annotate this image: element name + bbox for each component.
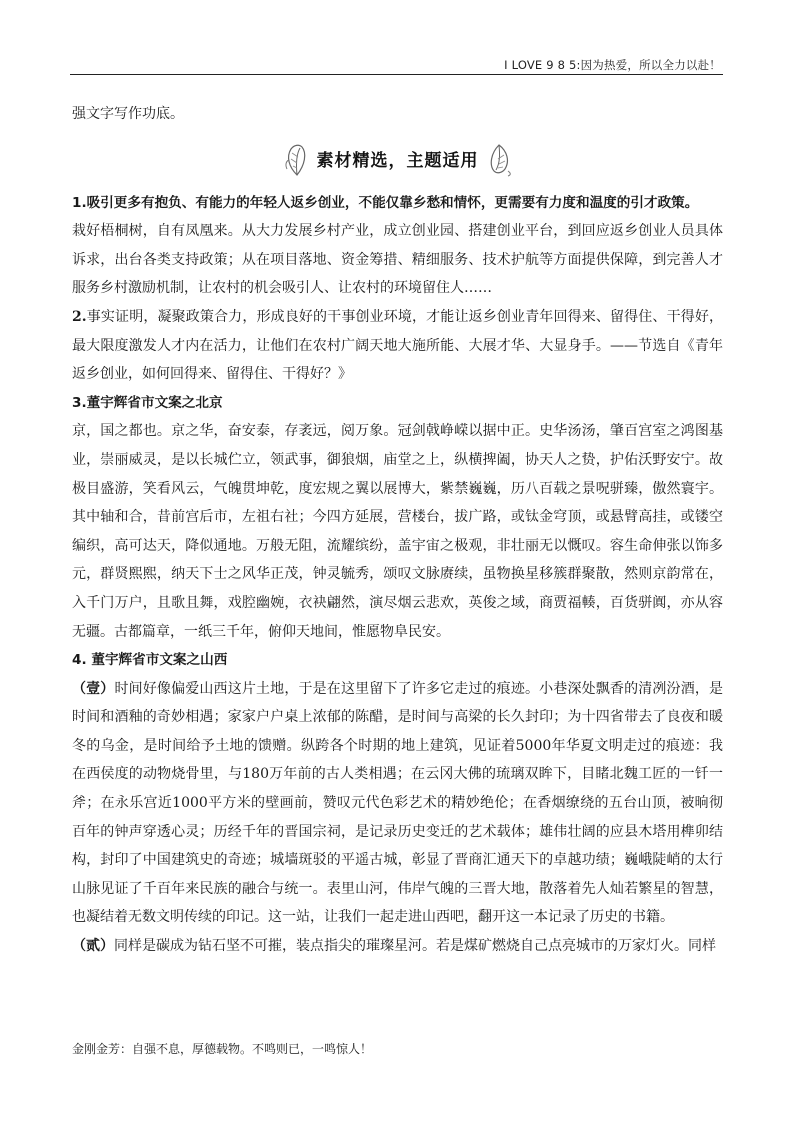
section-2-number: 2. xyxy=(72,308,87,325)
paragraph-label: （贰） xyxy=(72,938,114,955)
section-4-paragraph-1-body: 时间好像偏爱山西这片土地，于是在这里留下了许多它走过的痕迹。小巷深处飘香的清冽汾酒，是时间和酒釉的奇妙相遇；家家户户桌上浓郁的陈醋，是时间与高梁的长久封印；为十四省带去了良夜和暖冬的乌金，是时间给予土地的馈赠。纵跨各个时期的地上建筑，见证着5000年华夏文明走过的痕迹：我在西侯度的动物烧骨里，与180万年前的古人类相遇；在云冈大佛的琉璃双眸下，目睹北魏工匠的一钎一斧；在永乐宫近1000平方米的壁画前，赞叹元代色彩艺术的精妙绝伦；在香烟缭绕的五台山顶，被晌彻百年的钟声穿透心灵；历经千年的晋国宗祠，是记录历史变迁的艺术载体；雄伟壮阔的应县木塔用榫卯结构，封印了中国建筑史的奇迹；城墙斑驳的平遥古城，彰显了晋商汇通天下的卓越功绩；巍峨陡峭的太行山脉见证了千百年来民族的融合与统一。表里山河，伟岸气魄的三晋大地，散落着先人灿若繁星的智慧，也凝结着无数文明传续的印记。这一站，让我们一起走进山西吧，翻开这一本记录了历史的书籍。 xyxy=(72,680,723,926)
section-4-paragraph-2 xyxy=(72,932,723,961)
section-banner xyxy=(72,129,723,189)
section-1-heading: 1.吸引更多有抱负、有能力的年轻人返乡创业，不能仅靠乡愁和情怀，更需要有力度和温度的引才政策。 xyxy=(72,194,699,211)
footer-motto: 金刚金芳：自强不息，厚德载物。不鸣则已，一鸣惊人！ xyxy=(72,1042,373,1056)
section-3-body: 京，国之都也。京之华，奋安泰，存袤远，阅万象。冠剑戟峥嵘以据中正。史华汤汤，肇百宫室之鸿图基业，崇丽威灵，是以长城伫立，领武事，御狼烟，庙堂之上，纵横捭阖，协天人之贽，护佑沃野安宁。故极目盛游，笑看风云，气魄贯坤乾，度宏规之翼以展博大，紫禁巍巍，历八百载之景呪骈臻，傲然寰宇。其中轴和合，昔前宫后市，左祖右社；今四方延展，营楼台，拔广路，或钛金穹顶，或悬臂高挂，或镂空编织，高可达天，降似通地。万般无阻，流耀缤纷，盖宇宙之极观，非壮丽无以慨叹。容生命伸张以饰多元，群贤熙熙，纳天下士之风华正茂，钟灵毓秀，颂叹文脉赓续，虽物换星移簇群聚散，然则京韵常在，入千门万户，且歌且舞，戏腔幽婉，衣袂翩然，演尽烟云悲欢，英俊之域，商贾福輳，百货骈阗，亦从容无疆。古都篇章，一纸三千年，俯仰天地间，惟愿物阜民安。 xyxy=(72,423,723,640)
leaf-icon xyxy=(485,141,513,177)
document-body xyxy=(72,100,723,961)
banner-title: 素材精选，主题适用 xyxy=(316,151,479,172)
paragraph-label: （壹） xyxy=(72,680,115,697)
section-4-paragraph-1 xyxy=(72,675,723,932)
section-2-body: 事实证明，凝聚政策合力，形成良好的干事创业环境，才能让返乡创业青年回得来、留得住、干得好，最大限度激发人才内在活力，让他们在农村广阔天地大施所能、大展才华、大显身手。——节选自《青年返乡创业，如何回得来、留得住、干得好？》 xyxy=(72,308,723,383)
section-2-paragraph xyxy=(72,303,723,389)
section-4-heading: 4. 董宇辉省市文案之山西 xyxy=(72,652,228,669)
intro-line: 强文字写作功底。 xyxy=(72,106,184,122)
section-4-paragraph-2-body: 同样是碳成为钻石坚不可摧，装点指尖的璀璨星河。若是煤矿燃烧自己点亮城市的万家灯火。同样 xyxy=(114,938,716,955)
section-3-heading: 3.董宇辉省市文案之北京 xyxy=(72,394,223,411)
header-slogan: I LOVE 9 8 5:因为热爱，所以全力以赴！ xyxy=(504,58,721,72)
leaf-icon xyxy=(283,141,311,177)
section-1-body: 栽好梧桐树，自有凤凰来。从大力发展乡村产业，成立创业园、搭建创业平台，到回应返乡创业人员具体诉求，出台各类支持政策；从在项目落地、资金筹措、精细服务、技术护航等方面提供保障，到完善人才服务乡村激励机制，让农村的机会吸引人、让农村的环境留住人…… xyxy=(72,223,723,297)
header-rule xyxy=(70,74,723,75)
